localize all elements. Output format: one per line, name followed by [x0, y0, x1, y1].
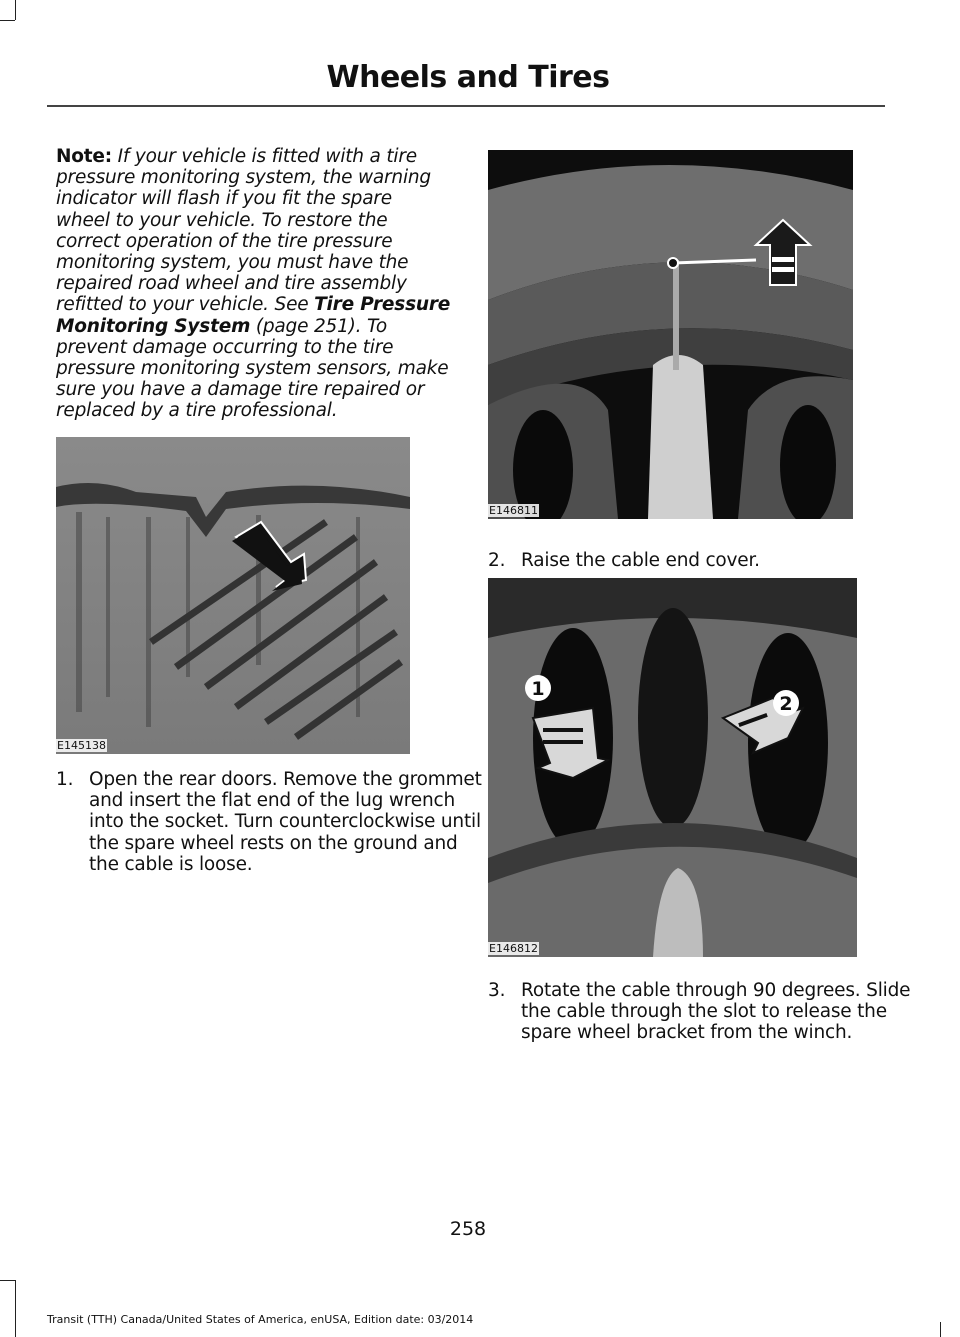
crop-mark [15, 0, 16, 20]
spare-wheel-floor-illustration [56, 437, 410, 754]
step-text: Rotate the cable through 90 degrees. Slide the cable through the slot to release the spare wheel bracket from the winch. [521, 980, 911, 1044]
step-number: 2. [488, 550, 506, 571]
step-1 [56, 769, 484, 875]
crop-mark [0, 1280, 15, 1281]
step-text: Open the rear doors. Remove the grommet and insert the flat end of the lug wrench into the socket. Turn counterclockwise until the spare wheel rests on the ground and the cable is loose. [89, 769, 482, 875]
footer-text: Transit (TTH) Canada/United States of America, enUSA, Edition date: 03/2014 [47, 1313, 474, 1326]
step-2 [488, 550, 921, 571]
cable-rotation-illustration [488, 578, 857, 957]
callout-2: 2 [779, 693, 793, 715]
step-number: 1. [56, 769, 74, 790]
crop-mark [0, 20, 15, 21]
cable-end-illustration [488, 150, 853, 519]
figure-code: E145138 [57, 739, 106, 752]
note-paragraph [56, 146, 451, 422]
figure-code: E146811 [489, 504, 538, 517]
note-lead: Note: [56, 146, 112, 167]
note-block [56, 146, 451, 422]
header-divider [47, 105, 885, 107]
note-text-2: (page 251). To prevent damage occurring to the tire pressure monitoring system sensors, make sure you have a damage tire repaired or replaced by a tire professional. [56, 315, 449, 422]
figure-e146811 [488, 150, 853, 519]
figure-e145138 [56, 437, 410, 754]
page-title: Wheels and Tires [326, 60, 610, 95]
figure-code: E146812 [489, 942, 538, 955]
crop-mark [940, 1322, 941, 1337]
figure-e146812 [488, 578, 857, 957]
step-text: Raise the cable end cover. [521, 550, 760, 571]
page-number: 258 [449, 1218, 487, 1240]
step-number: 3. [488, 980, 506, 1001]
note-text-1: If your vehicle is fitted with a tire pressure monitoring system, the warning indicator will flash if you fit the spare wheel to your vehicle. To restore the correct operation of the tire pressure monitoring system, you must have the repaired road wheel and tire assembly refitted to your vehicle. See [56, 146, 431, 316]
crop-mark [15, 1280, 16, 1337]
callout-1: 1 [531, 678, 545, 700]
step-3 [488, 980, 921, 1044]
note-cross-reference[interactable]: Tire Pressure Monitoring System [56, 294, 451, 337]
